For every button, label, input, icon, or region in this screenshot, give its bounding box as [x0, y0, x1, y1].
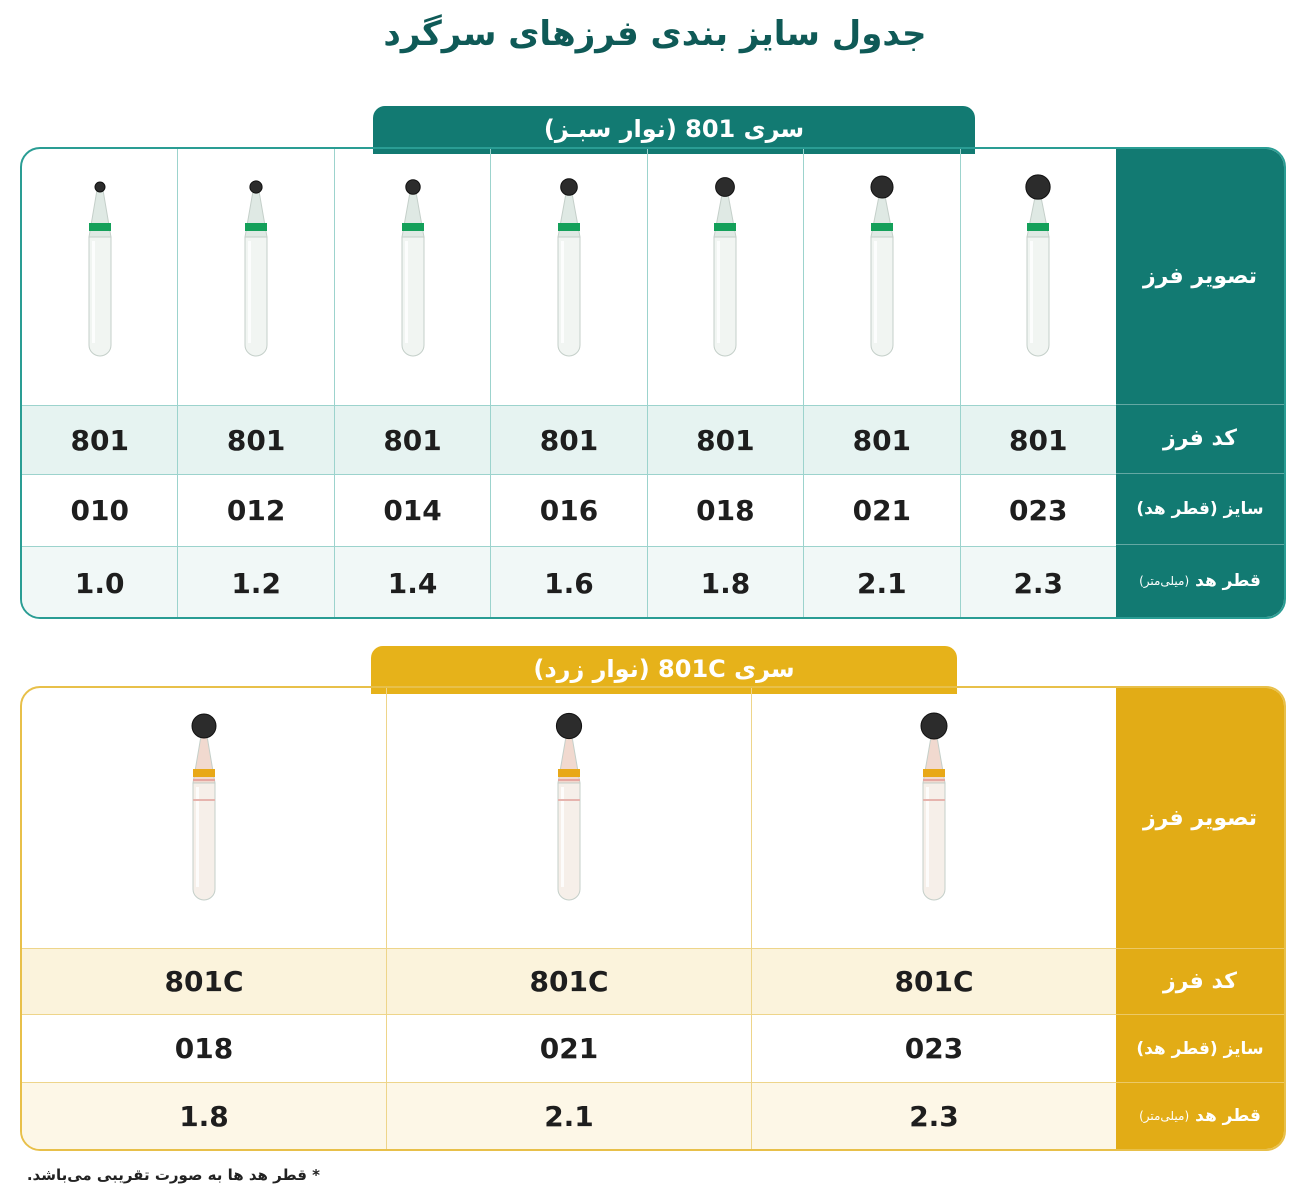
bur-image-cell: [22, 149, 177, 406]
row-label-diameter: قطر هد (میلی‌متر): [1139, 1106, 1261, 1126]
bur-color-band: [402, 223, 424, 231]
bur-size-cell: 023: [751, 1015, 1116, 1083]
bur-diameter-cell: 2.3: [960, 547, 1116, 619]
bur-code-cell: 801C: [751, 949, 1116, 1015]
bur-code-cell: 801: [22, 406, 177, 475]
bur-code-cell: 801: [647, 406, 803, 475]
series-801c-table: [20, 686, 1286, 1151]
bur-head: [405, 180, 419, 194]
bur-diameter-cell: 1.6: [490, 547, 646, 619]
bur-size-cell: 012: [177, 475, 333, 547]
code-row: [22, 406, 1116, 475]
page-title: جدول سایز بندی فرزهای سرگرد: [383, 14, 927, 54]
bur-diameter-cell: 2.3: [751, 1083, 1116, 1149]
bur-color-band: [558, 223, 580, 231]
bur-icon: [695, 149, 755, 364]
bur-diameter-cell: 1.4: [334, 547, 490, 619]
series-801c-grid: [22, 688, 1116, 1149]
bur-size-cell: 021: [803, 475, 959, 547]
image-row: [22, 688, 1116, 949]
bur-head: [716, 178, 735, 197]
bur-diameter-cell: 1.8: [647, 547, 803, 619]
bur-color-band: [245, 223, 267, 231]
bur-diameter-cell: 2.1: [803, 547, 959, 619]
series-801-tab: سری 801 (نوار سبـز): [373, 106, 975, 154]
bur-diameter-cell: 1.2: [177, 547, 333, 619]
diameter-row: [22, 1083, 1116, 1149]
bur-diameter-cell: 1.8: [22, 1083, 386, 1149]
row-label-size: سایز (قطر هد): [1116, 474, 1284, 546]
bur-image-cell: [751, 688, 1116, 949]
bur-color-band: [89, 223, 111, 231]
bur-image-cell: [647, 149, 803, 406]
bur-size-cell: 014: [334, 475, 490, 547]
row-label-code: کد فرز: [1116, 949, 1284, 1015]
bur-size-cell: 010: [22, 475, 177, 547]
bur-code-cell: 801C: [22, 949, 386, 1015]
bur-head: [871, 176, 893, 198]
row-label-image: تصویر فرز: [1116, 149, 1284, 405]
bur-head: [921, 713, 947, 739]
bur-color-band: [923, 769, 945, 777]
bur-diameter-cell: 2.1: [386, 1083, 751, 1149]
bur-image-cell: [490, 149, 646, 406]
row-label-image: تصویر فرز: [1116, 688, 1284, 949]
bur-code-cell: 801: [803, 406, 959, 475]
bur-code-cell: 801: [490, 406, 646, 475]
bur-image-cell: [960, 149, 1116, 406]
row-label-size: سایز (قطر هد): [1116, 1015, 1284, 1083]
bur-icon: [539, 688, 599, 908]
bur-icon: [1008, 149, 1068, 364]
bur-icon: [852, 149, 912, 364]
series-801c-header-column: [1116, 688, 1284, 1149]
series-801-header-column: [1116, 149, 1284, 617]
bur-icon: [174, 688, 234, 908]
diameter-row: [22, 547, 1116, 619]
bur-neck: [1027, 197, 1049, 237]
bur-size-cell: 023: [960, 475, 1116, 547]
bur-icon: [70, 149, 130, 364]
row-label-diameter: قطر هد (میلی‌متر): [1139, 571, 1261, 592]
bur-image-cell: [22, 688, 386, 949]
code-row: [22, 949, 1116, 1015]
bur-head: [250, 181, 262, 193]
bur-icon: [539, 149, 599, 364]
bur-color-band: [714, 223, 736, 231]
bur-size-cell: 016: [490, 475, 646, 547]
bur-code-cell: 801C: [386, 949, 751, 1015]
bur-icon: [226, 149, 286, 364]
bur-image-cell: [334, 149, 490, 406]
bur-head: [561, 179, 578, 196]
bur-image-cell: [803, 149, 959, 406]
bur-head: [1026, 175, 1050, 199]
bur-diameter-cell: 1.0: [22, 547, 177, 619]
bur-size-cell: 018: [647, 475, 803, 547]
bur-color-band: [558, 769, 580, 777]
row-label-code: کد فرز: [1116, 405, 1284, 474]
bur-head: [556, 713, 581, 738]
bur-image-cell: [177, 149, 333, 406]
bur-head: [192, 714, 216, 738]
bur-size-cell: 021: [386, 1015, 751, 1083]
size-row: [22, 475, 1116, 547]
bur-head: [95, 182, 105, 192]
bur-code-cell: 801: [177, 406, 333, 475]
bur-image-cell: [386, 688, 751, 949]
series-801c-tab: سری 801C (نوار زرد): [371, 646, 957, 694]
series-801-table: [20, 147, 1286, 619]
bur-color-band: [193, 769, 215, 777]
bur-icon: [904, 688, 964, 908]
footnote: * قطر هد ها به صورت تقریبی می‌باشد.: [26, 1166, 320, 1184]
size-row: [22, 1015, 1116, 1083]
bur-color-band: [871, 223, 893, 231]
bur-size-cell: 018: [22, 1015, 386, 1083]
bur-code-cell: 801: [334, 406, 490, 475]
image-row: [22, 149, 1116, 406]
bur-color-band: [1027, 223, 1049, 231]
series-801-grid: [22, 149, 1116, 617]
bur-icon: [383, 149, 443, 364]
bur-code-cell: 801: [960, 406, 1116, 475]
